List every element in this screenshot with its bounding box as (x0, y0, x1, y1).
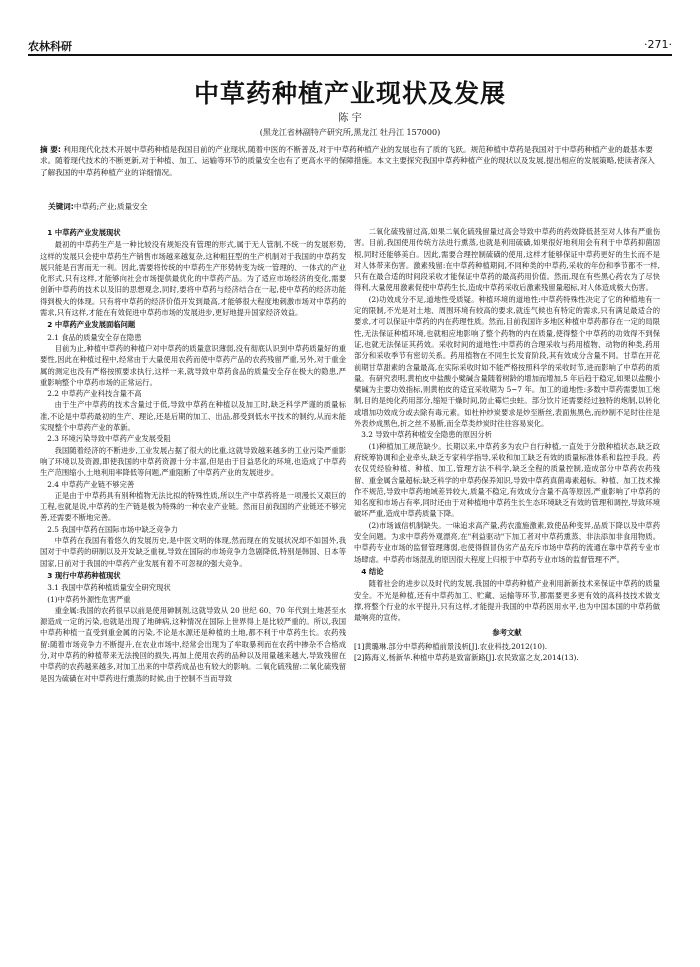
paragraph: (2)市场诚信机制缺失。一味追求高产量,药农滥施激素,致使品种变异,品质下降以及中草药安全问题。为求中草药外观漂亮,在"利益驱动"下加工者对中草药熏蒸、非法添加非食用物质。中草药专业市场的监督管理薄弱,也使得假冒伪劣产品充斥市场中草药的流通在靠中草药专业市场肆虐。中草药市场混乱的原因很大程度上归根于中草药专业市场的监督管理不严。 (354, 520, 660, 564)
author-affiliation: (黑龙江省林副特产研究所,黑龙江 牡丹江 157000) (259, 128, 441, 137)
article-author: 陈 宇 (338, 113, 362, 124)
keywords-label: 关键词: (48, 202, 74, 211)
sub-subsection-heading: (1)中草药外源性危害严重 (47, 594, 131, 604)
keywords (48, 201, 660, 212)
subsection-heading: 3.1 我国中草药种植质量安全研究现状 (47, 583, 171, 593)
subsection-heading: 2.1 食品的质量安全存在隐患 (47, 332, 142, 342)
references-heading: 参考文献 (492, 628, 522, 638)
paragraph: 目前为止,种植中草药的种植户对中草药的质量意识薄弱,没有彻底认识到中草药质量好的重要性,因此在种植过程中,经常由于大量使用农药而使中草药产品的农药残留严重,另外,对于重金属的测定也没有严格按照要求执行,这样一来,就导致中草药食品的质量安全存在极大的隐患,严重影响整个中草药市场的正常运行。 (40, 343, 346, 387)
keywords-text: 中草药;产业;质量安全 (73, 202, 148, 211)
section-heading: 3 现行中草药种植现状 (47, 570, 121, 580)
reference-item: [2]陈海义,杨新华.种植中草药是致富新路[J].农民致富之友,2014(13). (354, 652, 579, 662)
left-column (40, 226, 346, 684)
journal-name: 农林科研 (28, 40, 72, 53)
paragraph: (2)功效成分不足,道地性受质疑。种植环境的道地性:中草药特殊性决定了它的种植地有一定的限制,不光是对土地、周围环境有较高的要求,就连气候也有特定的需求,只有满足最适合的要求,才可以保证中草药的内在药理性质。然而,目前我国许多地区种植中草药都存在一定的局限性,无法保证种植环境,也就相应地影响了整个药物的内在质量,使得整个中草药的功效得不到保证,也就无法保证其药效。采收时间的道地性:中草药的合理采收与药用植物、动物的种类,药用部分和采收季节有密切关系。药用植物在不同生长发育阶段,其有效成分含量不同。甘草在开花前期甘草甜素的含量最高,在实际采收时如不能严格按照科学的采收时节,进而影响了中草药的质量。有研究表明,黄柏皮中盐酸小檗碱含量随着树龄的增加而增加,5 年后趋于稳定,如果以盐酸小檗碱为主要功效指标,则黄柏皮的适宜采收期为 5~7 年。加工的道地性:多数中草药需要加工炮制,目的是纯化药用部分,缩短干燥时间,防止霉烂虫蛀。部分饮片还需要经过独特的炮制,以转化或增加功效成分或去除有毒元素。如杜仲炒炭要求是炒至断丝,表面焦黑色,而炒制不足时往往是外表炒成黑色,折之丝不易断,而全草类炒炭时往往容易炭化。 (354, 294, 660, 429)
paragraph: (1)种植加工规范缺少。长期以来,中草药多为农户自行种植,一直处于分散种植状态,缺乏政府统筹协调和企业牵头,缺乏专家科学指导,采收和加工缺乏有效的质量标准体系和监控手段。药农仅凭经验种植、种植、加工,管理方法不科学,缺乏全程的质量控制,造成部分中草药农药残留、重金属含量超标;缺乏科学的中草药保养知识,导致中草药真菌毒素超标。种植、加工技术操作不规范,导致中草药地域差异较大,质量不稳定,有效成分含量不高等原因,严重影响了中草药的知名度和市场占有率,同时还由于对种植地中草药生长生态环境缺乏有效的管理和调控,导致环境破坏严重,造成中草药质量下降。 (354, 441, 660, 519)
abstract-label: 摘 要: (40, 145, 61, 154)
running-header (28, 38, 672, 54)
subsection-heading: 2.4 中草药产业链不够完善 (47, 479, 135, 489)
section-heading: 1 中草药产业发展现状 (47, 228, 121, 237)
subsection-heading: 2.2 中草药产业科技含量不高 (47, 389, 142, 399)
article-title: 中草药种植产业现状及发展 (193, 79, 506, 108)
section-heading: 2 中草药产业发展面临问题 (47, 320, 136, 330)
header-rule (28, 54, 672, 56)
paragraph: 由于生产中草药的技术含量过于低,导致中草药在种植以及加工时,缺乏科学严谨的质量标准,不论是中草药最初的生产、理论,还是后期的加工、出品,都受到低水平技术的制约,从而未能实现整个中草药产业的革新。 (40, 400, 346, 433)
paragraph: 二氧化硫残留过高,如果二氧化硫残留量过高会导致中草药的药效降低甚至对人体有严重伤害。目前,我国使用传统方法进行熏蒸,也就是利用硫磺,如果很好地利用会有利于中草药抑菌固根,同时还能够美白。因此,需要合理控制硫磺的使用,这样才能够保证中草药更好的生长而不是对人体带来伤害。激素残留:在中草药种植期间,不同种类的中草药,采收的年份和季节都不一样,只有在最合适的时间段采收才能保证中草药的最高药用价值。然而,现在有些黑心药农为了尽快得利,大量使用激素促使中草药生长,造成中草药采收后激素残留量超标,对人体造成极大伤害。 (354, 227, 660, 293)
paragraph: 我国随着经济的不断进步,工业发展占据了很大的比重,这就导致越来越多的工业污染严重影响了环境以及资源,即使我国的中草药资源十分丰富,但是由于目益恶化的环境,也造成了中草药生产范围缩小,土地利用率降低等问题,严重阻断了中草药产业的发展进步。 (40, 445, 346, 478)
subsection-heading: 2.5 我国中草药在国际市场中缺乏竞争力 (47, 524, 178, 534)
paragraph: 随着社会的进步以及时代的发展,我国的中草药种植产业利用新新技术来保证中草药的质量安全。不光是种植,还有中草药加工、贮藏、运输等环节,都需要更多更有效的高科技技术做支撑,将整个行业的水平提升,只有这样,才能提升我国的中草药医用水平,也为中国本国的中草药做最响亮的宣传。 (354, 579, 660, 623)
paragraph: 重金属:我国的农药很早以前是使用砷制剂,这就导致从 20 世纪 60、70 年代到土地甚至水源造成一定的污染,也就是出现了地砷病,这种情况在国际上世界得上是比较严重的。所以,我国中草药种植一直受到重金属的污染,不论是水源还是种植的土地,都不利于中草药生长。农药残留:随着市场竞争力不断提升,在农业市场中,经常会出现为了牟取暴利而在农药中掺杂不合格成分,对中草药的种植带来无法挽回的损失,再加上使用农药的品种以及用量越来越大,导致残留在中草药的农药越来越多,对加工出来的中草药成品也有较大的影响。二氧化硫残留:二氧化硫残留是因为硫磺在对中草药进行熏蒸的时候,由于控制不当而导致 (40, 605, 346, 683)
abstract-text: 利用现代化技术开展中草药种植是我国目前的产业现状,随着中医的不断普及,对于中草药种植产业的发展也有了质的飞跃。规范种植中草药是我国对于中草药种植产业的最基本要求。随着现代技术的不断更新,对于种植、加工、运输等环节的质量安全也有了更高水平的保障措施。本文主要探究我国中草药种植产业的现状以及发展,提出相应的发展策略,使读者深入了解我国的中草药种植产业的详细情况。 (40, 145, 655, 177)
abstract (40, 144, 660, 178)
paragraph: 最初的中草药生产是一种比较没有规矩没有管理的形式,属于无人管制,不统一的发展形势,这样的发展只会使中草药生产销售市场越来越复杂,这种粗狂型的生产机制对于我国的中草药发展只能是百害而无一利。因此,需要将传统的中草药生产形势转变为统一管理的、一体式的产业化形式,只有这样,才能够向社会市场提供最优化的中草药产品。为了适应市场经济的变化,需要创新中草药的技术以及旧的思想观念,同时,要将中草药与经济结合在一起,使中草药的经济功能得到极大的体现。只有将中草药的经济价值开发到最高,才能够很大程度地刺激市场对中草药的需求,只有这样,才能在有效促进中草药市场的发展进步,更好地提升国家经济效益。 (40, 240, 346, 318)
subsection-heading: 2.3 环境污染导致中草药产业发展受阻 (47, 434, 171, 444)
right-column (354, 226, 660, 663)
paragraph: 中草药在我国有着悠久的发展历史,是中医文明的体现,然而现在的发展状况却不如国外,我国对于中草药的研制以及开发缺乏重视,导致在国际的市场竞争力急剧降低,特别是韩国、日本等国家,日前对于我国的中草药产业发展有着不可忽视的强大竞争。 (40, 536, 346, 568)
section-heading: 4 结论 (361, 566, 384, 576)
paragraph: 正是由于中草药具有别种植物无法比拟的特殊性质,所以生产中草药将是一项漫长又艰巨的工程,也就是说,中草药的生产链是极为特殊的一种农业产业链。然而目前我国的产业链还不够完善,还需要不断地完善。 (40, 490, 346, 523)
subsection-heading: 3.2 导致中草药种植安全隐患的原因分析 (361, 430, 492, 440)
reference-item: [1]黄璐琳.部分中草药种植前景浅析[J].农业科技,2012(10). (354, 641, 548, 651)
page-number: ·271· (644, 38, 672, 51)
